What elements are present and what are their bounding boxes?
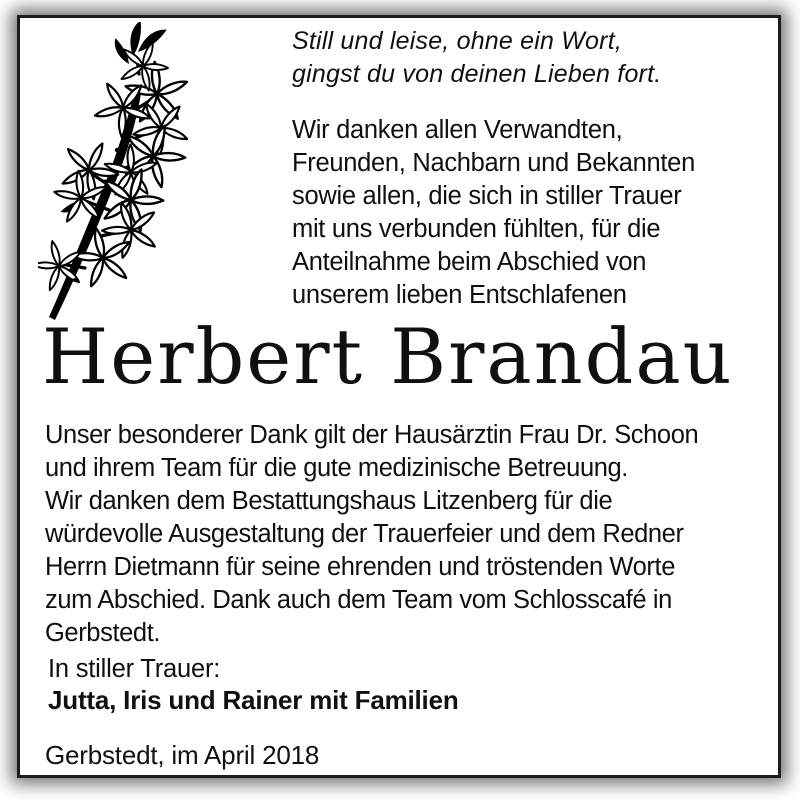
text-line: unserem lieben Entschlafenen — [292, 281, 627, 309]
thanks-intro-paragraph — [292, 114, 695, 312]
acknowledgement-paragraph — [45, 419, 698, 650]
memorial-verse — [292, 25, 661, 91]
notice-card — [20, 18, 778, 775]
text-line: Unser besonderer Dank gilt der Hausärztin Frau Dr. Schoon — [45, 421, 699, 449]
text-line: Freunden, Nachbarn und Bekannten — [292, 149, 695, 177]
text-line: mit uns verbunden fühlten, für die — [292, 215, 661, 243]
text-line: würdevolle Ausgestaltung der Trauerfeier und dem Redner — [45, 520, 684, 548]
place-and-date: Gerbstedt, im April 2018 — [45, 740, 320, 770]
text-line: und ihrem Team für die gute medizinische Betreuung. — [45, 454, 628, 482]
text-line: sowie allen, die sich in stiller Trauer — [292, 182, 682, 210]
mourning-label: In stiller Trauer: — [48, 655, 221, 683]
text-line: Wir danken allen Verwandten, — [292, 116, 623, 144]
text-line: Herrn Dietmann für seine ehrenden und tröstenden Worte — [45, 553, 675, 581]
deceased-name: Herbert Brandau — [42, 312, 734, 401]
text-line: Wir danken dem Bestattungshaus Litzenberg für die — [45, 487, 613, 515]
verse-line: Still und leise, ohne ein Wort, — [292, 27, 622, 55]
text-line: Anteilnahme beim Abschied von — [292, 248, 647, 276]
text-line: Gerbstedt. — [45, 619, 161, 647]
verse-line: gingst du von deinen Lieben fort. — [292, 60, 662, 88]
family-names: Jutta, Iris und Rainer mit Familien — [48, 685, 459, 715]
text-line: zum Abschied. Dank auch dem Team vom Schlosscafé in — [45, 586, 672, 614]
flower-branch-illustration — [38, 22, 200, 322]
